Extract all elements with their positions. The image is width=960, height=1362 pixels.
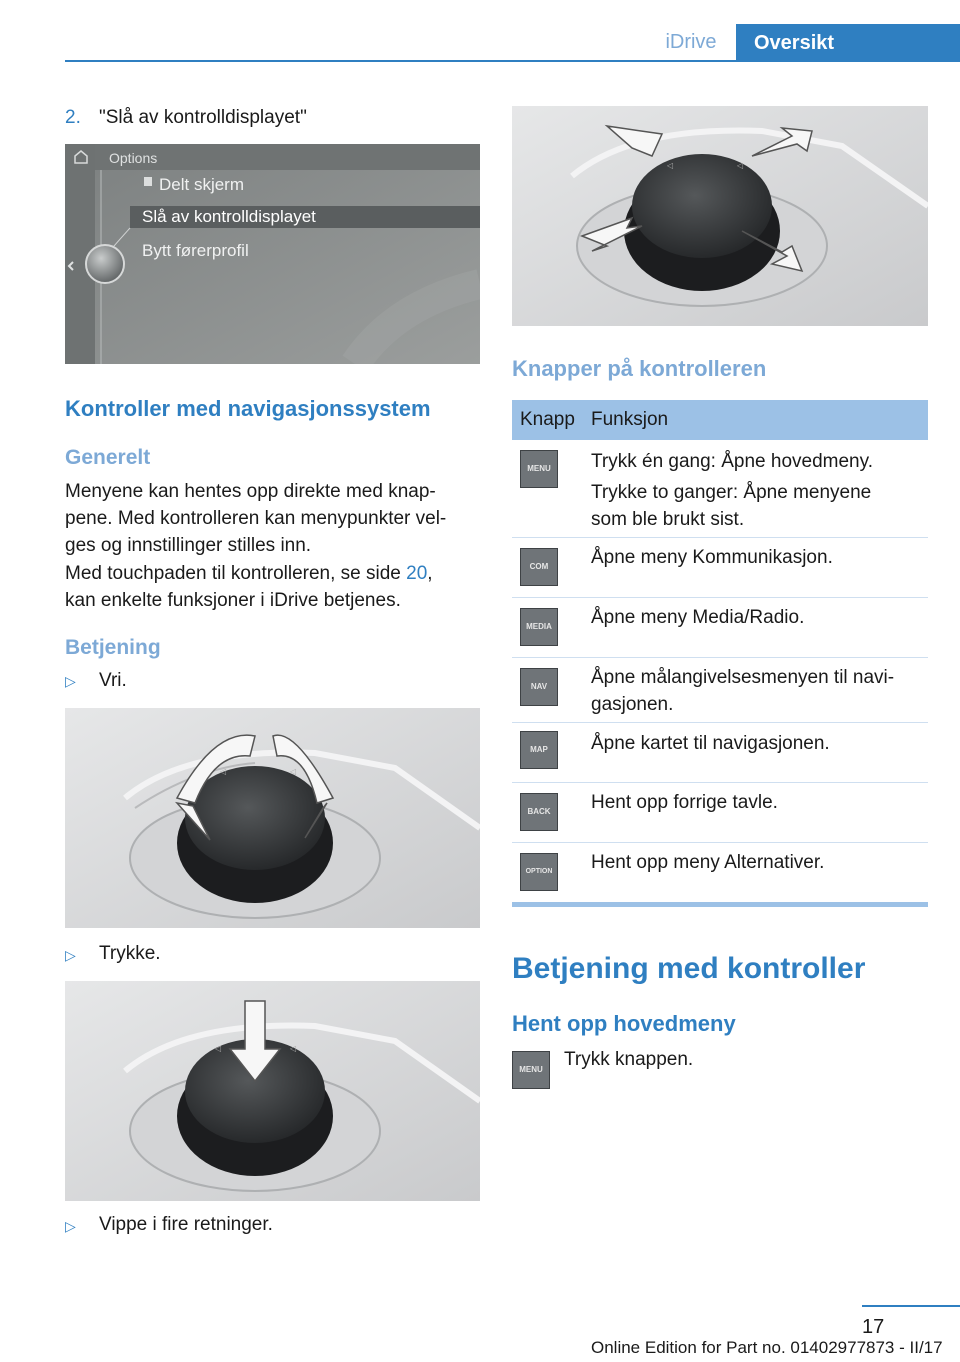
heading-knapper: Knapper på kontrolleren bbox=[512, 356, 767, 381]
table-row bbox=[512, 723, 928, 782]
controller-press-drawing bbox=[65, 981, 480, 1201]
control-display-drawing bbox=[65, 144, 480, 364]
bullet-rotate: Vri. bbox=[99, 670, 127, 691]
svg-text:◁: ◁ bbox=[290, 767, 297, 776]
heading-betjening-kontroller: Betjening med kontroller bbox=[512, 952, 866, 985]
table-cell-function: Trykk én gang: Åpne hovedmeny. bbox=[591, 451, 873, 472]
menu-key-icon: MENU bbox=[512, 1051, 550, 1089]
section-tab-idrive: iDrive bbox=[665, 31, 717, 53]
table-row bbox=[512, 843, 928, 902]
cell-line: gasjonen. bbox=[591, 694, 674, 715]
table-row bbox=[512, 658, 928, 722]
table-cell-function: Åpne meny Kommunikasjon. bbox=[591, 547, 833, 568]
heading-betjening: Betjening bbox=[65, 636, 161, 659]
bullet-tilt: Vippe i fire retninger. bbox=[99, 1214, 273, 1235]
paragraph-line: pene. Med kontrolleren kan menypunkter vel‐ bbox=[65, 508, 447, 529]
paragraph-line: Menyene kan hentes opp direkte med knap‐ bbox=[65, 481, 436, 502]
bullet-triangle-icon: ▷ bbox=[65, 673, 76, 689]
controller-rotate-drawing bbox=[65, 708, 480, 928]
controller-tilt-image bbox=[512, 106, 928, 326]
screen-options-label: Options bbox=[109, 150, 158, 166]
section-tab-oversikt: Oversikt bbox=[736, 24, 960, 62]
instruction-press-button: Trykk knappen. bbox=[564, 1049, 694, 1070]
edition-note: Online Edition for Part no. 01402977873 - II/17 bbox=[591, 1338, 943, 1357]
cell-line: Åpne målangivelsesmenyen til navi‐ bbox=[591, 667, 895, 688]
table-cell-function: Hent opp meny Alternativer. bbox=[591, 852, 825, 873]
heading-generelt: Generelt bbox=[65, 446, 151, 469]
svg-text:◁: ◁ bbox=[667, 161, 674, 170]
heading-hovedmeny: Hent opp hovedmeny bbox=[512, 1011, 736, 1036]
table-row bbox=[512, 783, 928, 842]
controller-rotate-image bbox=[65, 708, 480, 928]
bullet-press: Trykke. bbox=[99, 943, 161, 964]
footer-rule bbox=[862, 1305, 960, 1307]
screen-menu-item-profile: Bytt førerprofil bbox=[142, 241, 249, 260]
column-header-funksjon: Funksjon bbox=[591, 409, 669, 430]
svg-text:◁: ◁ bbox=[215, 1044, 222, 1053]
screen-menu-item-off: Slå av kontrolldisplayet bbox=[142, 207, 316, 226]
step-number: 2. bbox=[65, 107, 81, 128]
table-cell-function: Hent opp forrige tavle. bbox=[591, 792, 778, 813]
bullet-triangle-icon: ▷ bbox=[65, 1218, 76, 1234]
header-rule bbox=[65, 60, 960, 62]
paragraph-generelt bbox=[65, 478, 480, 559]
controller-press-image bbox=[65, 981, 480, 1201]
back-key-icon: BACK bbox=[520, 793, 558, 831]
table-cell-function bbox=[591, 479, 871, 533]
paragraph-text: , bbox=[427, 563, 433, 584]
heading-controller: Kontroller med navigasjonssystem bbox=[65, 396, 431, 421]
screen-menu-item-split: Delt skjerm bbox=[159, 175, 245, 194]
com-key-icon: COM bbox=[520, 548, 558, 586]
paragraph-line: ges og innstillinger stilles inn. bbox=[65, 535, 312, 556]
svg-text:◁: ◁ bbox=[220, 767, 227, 776]
svg-text:◁: ◁ bbox=[737, 161, 744, 170]
cell-line: Trykke to ganger: Åpne menyene bbox=[591, 482, 872, 503]
page-link[interactable]: 20 bbox=[406, 563, 428, 584]
table-row bbox=[512, 598, 928, 657]
paragraph-text: Med touchpaden til kontrolleren, se side bbox=[65, 563, 407, 584]
table-bottom-rule bbox=[512, 902, 928, 907]
table-cell-function: Åpne kartet til navigasjonen. bbox=[591, 733, 830, 754]
bullet-triangle-icon: ▷ bbox=[65, 947, 76, 963]
page-number: 17 bbox=[862, 1316, 885, 1338]
media-key-icon: MEDIA bbox=[520, 608, 558, 646]
nav-key-icon: NAV bbox=[520, 668, 558, 706]
option-key-icon: OPTION bbox=[520, 853, 558, 891]
column-header-knapp: Knapp bbox=[520, 409, 575, 430]
table-row bbox=[512, 440, 928, 537]
step-text: "Slå av kontrolldisplayet" bbox=[99, 107, 307, 128]
controller-tilt-drawing bbox=[512, 106, 928, 326]
table-cell-function bbox=[591, 664, 894, 718]
table-row bbox=[512, 538, 928, 597]
menu-key-icon: MENU bbox=[520, 450, 558, 488]
table-cell-function: Åpne meny Media/Radio. bbox=[591, 607, 805, 628]
paragraph-touchpad bbox=[65, 560, 480, 614]
control-display-image bbox=[65, 144, 480, 364]
map-key-icon: MAP bbox=[520, 731, 558, 769]
cell-line: som ble brukt sist. bbox=[591, 509, 745, 530]
svg-text:◁: ◁ bbox=[290, 1044, 297, 1053]
paragraph-line: kan enkelte funksjoner i iDrive betjenes. bbox=[65, 590, 401, 611]
table-header bbox=[512, 400, 928, 440]
